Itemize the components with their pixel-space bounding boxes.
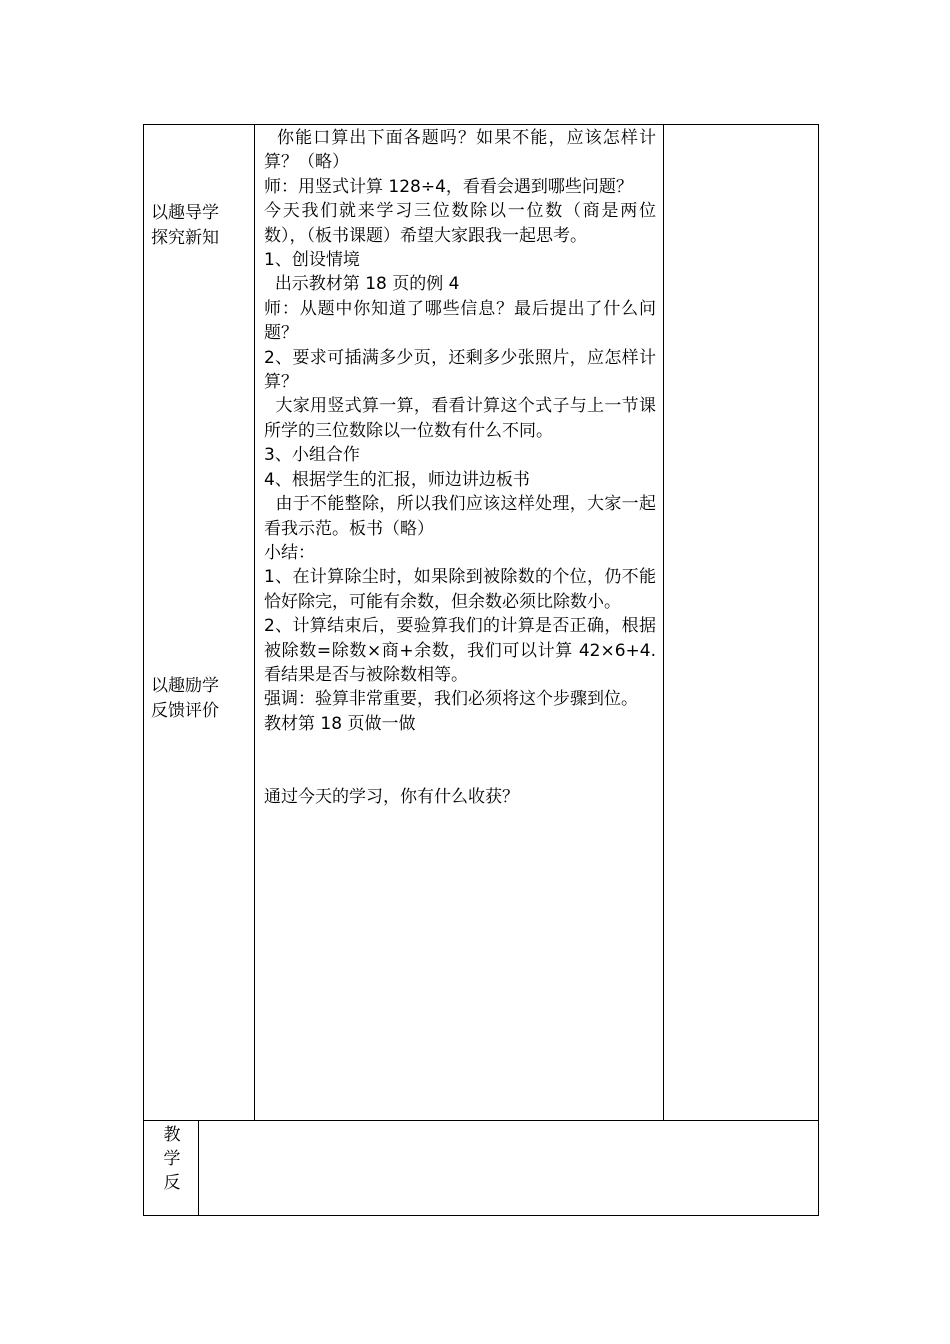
stage-label-feedback: 以趣励学 反馈评价 [151,676,219,721]
col-divider-1 [254,124,255,1121]
table-border-left [143,124,144,1216]
content-line: 3、小组合作 [264,445,360,466]
lesson-content [264,126,656,809]
content-line: 通过今天的学习，你有什么收获？ [264,786,519,807]
row-divider [143,1120,819,1121]
content-line: 教材第 18 页做一做 [264,713,416,734]
col-divider-reflection [198,1120,199,1216]
content-line: 2、计算结束后，要验算我们的计算是否正确，根据被除数=除数×商+余数，我们可以计算 42×6+4.看结果是否与被除数相等。 [264,616,656,685]
content-line: 你能口算出下面各题吗？如果不能，应该怎样计算？（略） [264,128,657,173]
col-divider-2 [663,124,664,1121]
reflection-label [146,1123,198,1195]
content-line: 4、根据学生的汇报，师边讲边板书 [264,469,530,490]
content-line: 1、在计算除尘时，如果除到被除数的个位，仍不能恰好除完，可能有余数，但余数必须比除数小。 [264,567,656,612]
content-line: 2、要求可插满多少页，还剩多少张照片，应怎样计算？ [264,347,656,393]
content-line: 1、创设情境 [264,250,360,271]
blank-line [264,736,656,760]
table-border-right [818,124,819,1216]
content-line: 由于不能整除，所以我们应该这样处理，大家一起看我示范。板书（略） [264,494,656,539]
content-line: 出示教材第 18 页的例 4 [264,274,460,295]
content-line: 师：从题中你知道了哪些信息？最后提出了什么问题？ [264,298,656,344]
content-line: 大家用竖式算一算，看看计算这个式子与上一节课所学的三位数除以一位数有什么不同。 [264,396,656,441]
content-line: 今天我们就来学习三位数除以一位数（商是两位数），（板书课题）希望大家跟我一起思考。 [264,201,656,246]
stage-label-explore: 以趣导学 探究新知 [151,203,219,248]
blank-line [264,761,656,785]
table-border-top [143,124,819,125]
reflection-label-char: 反 [163,1173,181,1193]
content-line: 师：用竖式计算 128÷4，看看会遇到哪些问题？ [264,176,633,197]
table-border-bottom [143,1215,819,1216]
content-line: 强调：验算非常重要，我们必须将这个步骤到位。 [264,689,638,710]
reflection-label-char: 教 [163,1125,181,1145]
content-line: 小结： [264,542,315,563]
reflection-label-char: 学 [163,1149,181,1169]
